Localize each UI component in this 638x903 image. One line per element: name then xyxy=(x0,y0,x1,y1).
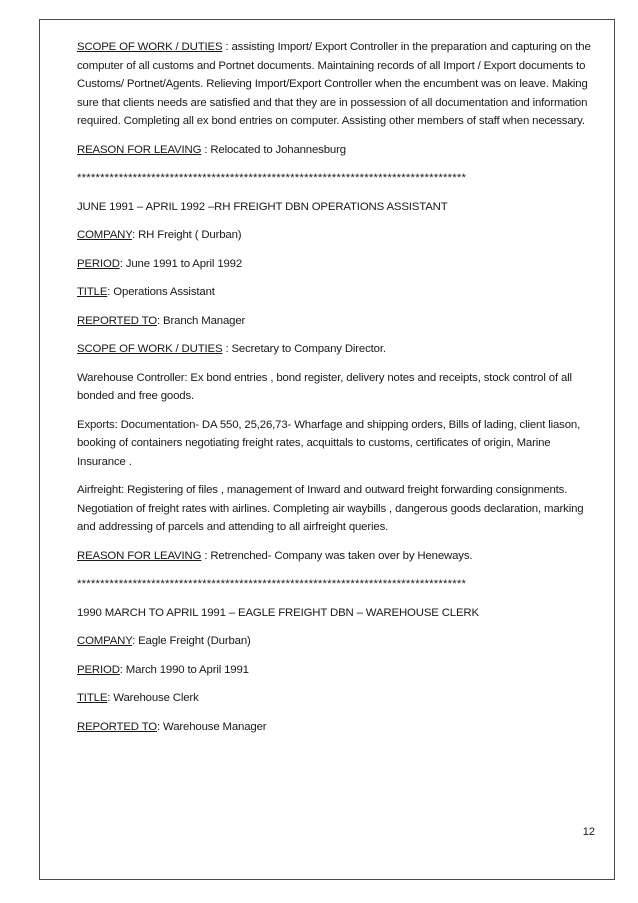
reason-label: REASON FOR LEAVING xyxy=(77,143,202,156)
reason-paragraph xyxy=(77,547,597,566)
title-label: TITLE xyxy=(77,692,108,704)
scope-paragraph xyxy=(77,38,597,131)
period-label: PERIOD xyxy=(77,257,120,270)
scope-text: : Secretary to Company Director. xyxy=(222,343,386,355)
warehouse-paragraph: Warehouse Controller: Ex bond entries , bond register, delivery notes and receipts, stock control of all bonded and free goods. xyxy=(77,371,572,402)
airfreight-paragraph: Airfreight: Registering of files , management of Inward and outward freight forwarding consignments. Negotiation of freight rates with airlines. Completing air waybills , dangerous goods declaration, marking and addressing of parcels and attending to all airfreight queries. xyxy=(77,484,584,533)
separator-line: ************************************************************************************ xyxy=(77,172,467,184)
reason-label: REASON FOR LEAVING xyxy=(77,549,202,562)
period-text: : June 1991 to April 1992 xyxy=(119,257,243,270)
reason-text: : Relocated to Johannesburg xyxy=(201,143,346,156)
company-line xyxy=(77,226,597,245)
reason-paragraph xyxy=(77,141,597,160)
reported-line xyxy=(77,718,597,737)
reason-text: : Retrenched- Company was taken over by Heneways. xyxy=(201,549,473,562)
company-text: : Eagle Freight (Durban) xyxy=(132,635,251,647)
reported-label: REPORTED TO xyxy=(77,720,158,733)
period-text: : March 1990 to April 1991 xyxy=(119,663,249,676)
title-text: : Operations Assistant xyxy=(107,286,215,298)
document-body xyxy=(77,38,597,746)
exports-paragraph: Exports: Documentation- DA 550, 25,26,73- Wharfage and shipping orders, Bills of lading, client liason, booking of containers negotiating freight rates, acquittals to customs, certificates of origin, Marine Insurance . xyxy=(77,418,581,468)
job-heading: 1990 MARCH TO APRIL 1991 – EAGLE FREIGHT DBN – WAREHOUSE CLERK xyxy=(77,606,479,619)
company-line xyxy=(77,632,597,651)
job-heading: JUNE 1991 – APRIL 1992 –RH FREIGHT DBN OPERATIONS ASSISTANT xyxy=(77,200,448,213)
period-label: PERIOD xyxy=(77,663,120,676)
scope-label: SCOPE OF WORK / DUTIES xyxy=(77,41,223,53)
scope-paragraph xyxy=(77,340,597,359)
title-line xyxy=(77,283,597,302)
title-label: TITLE xyxy=(77,286,108,298)
reported-line xyxy=(77,312,597,331)
scope-label: SCOPE OF WORK / DUTIES xyxy=(77,343,223,355)
company-label: COMPANY xyxy=(77,635,133,647)
reported-label: REPORTED TO xyxy=(77,314,158,327)
page-number: 12 xyxy=(582,826,595,838)
period-line xyxy=(77,661,597,680)
title-text: : Warehouse Clerk xyxy=(107,692,199,704)
reported-text: : Warehouse Manager xyxy=(157,720,267,733)
period-line xyxy=(77,255,597,274)
company-label: COMPANY xyxy=(77,229,133,241)
separator-line: ************************************************************************************ xyxy=(77,578,467,590)
reported-text: : Branch Manager xyxy=(157,314,246,327)
company-text: : RH Freight ( Durban) xyxy=(132,229,242,241)
scope-text: : assisting Import/ Export Controller in the preparation and capturing on the computer of all customs and Portnet documents. Maintaining records of all Import / Export documents to Customs/ Portnet/Agents. Relieving Import/Export Controller when the encumbent was on leave. Making sure that clients needs are satisfied and that they are in possession of all documentation and information required. Completing all ex bond entries on computer. Assisting other members of staff when necessary. xyxy=(77,41,591,127)
title-line xyxy=(77,689,597,708)
